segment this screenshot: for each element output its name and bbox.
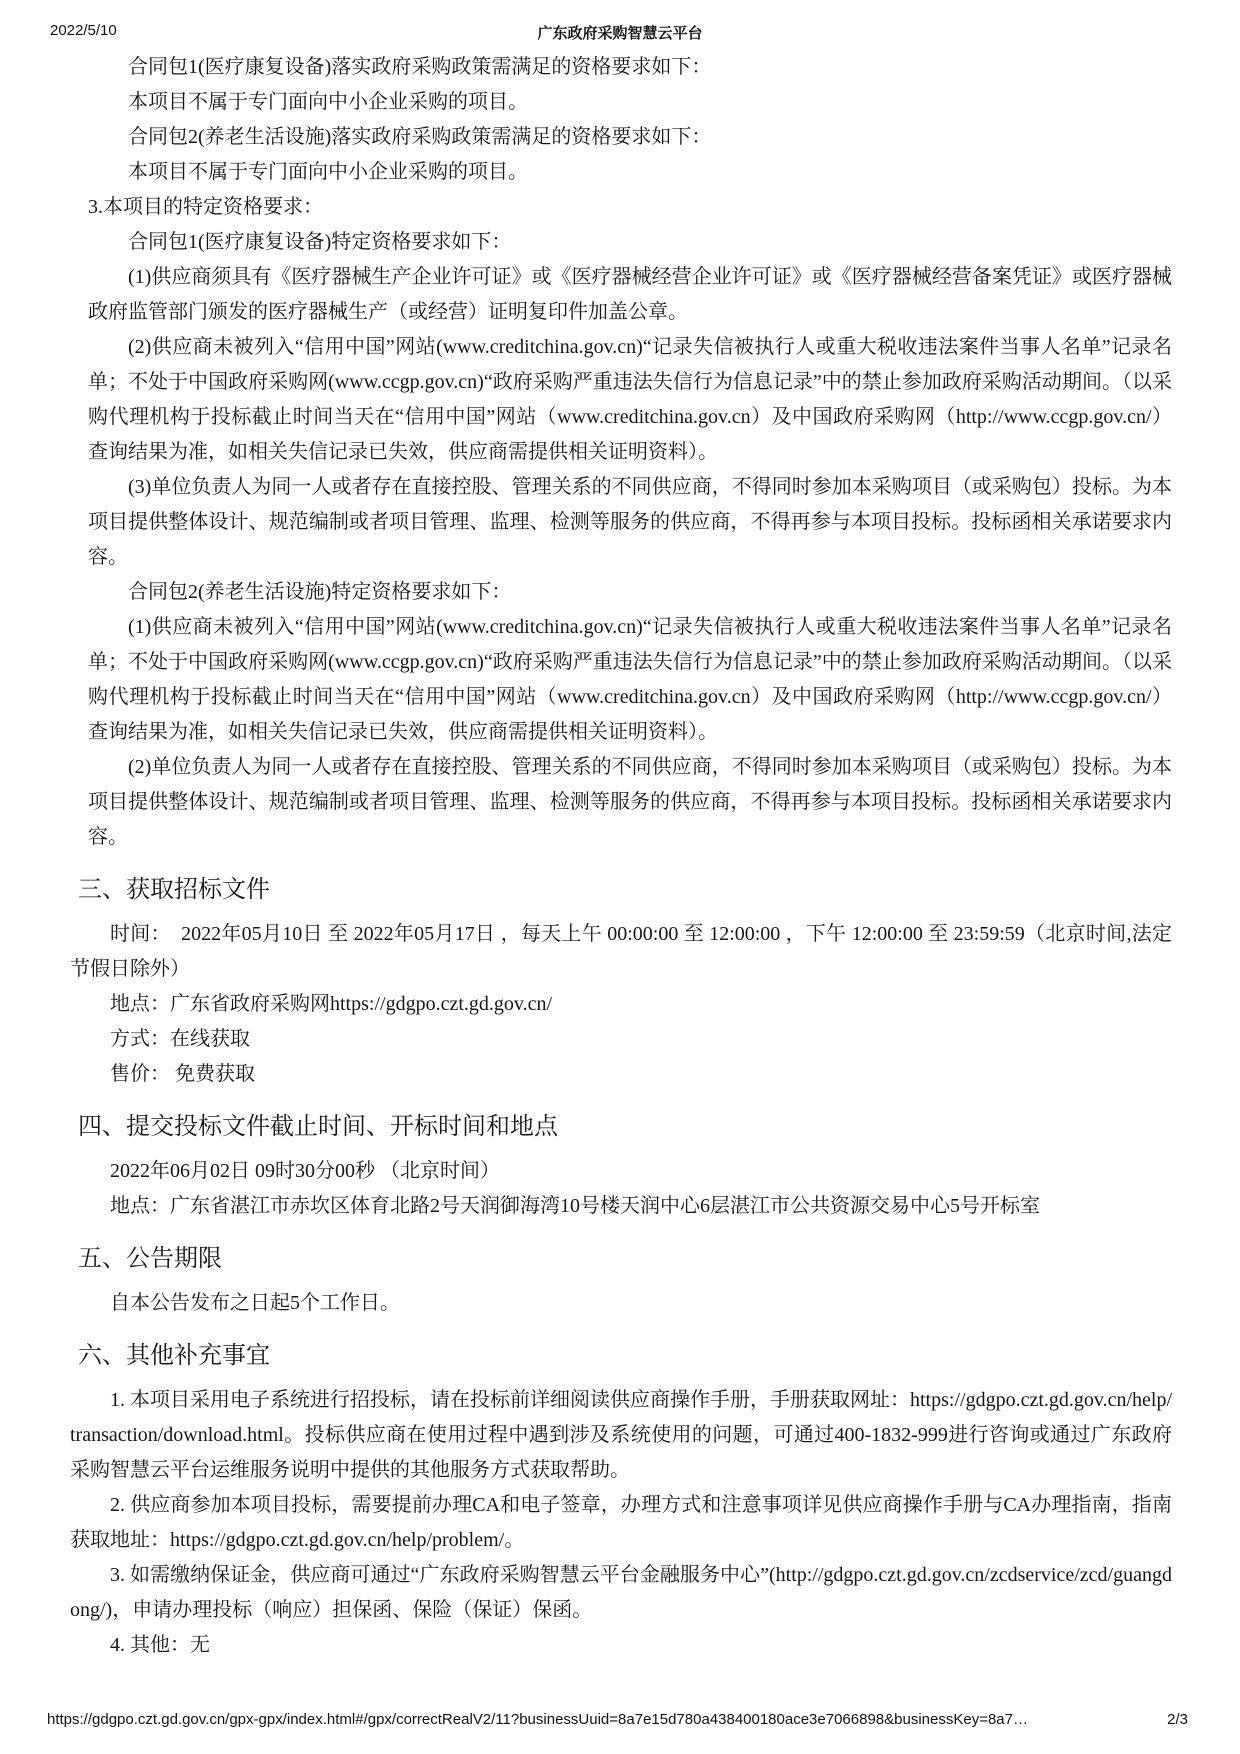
paragraph: 4. 其他：无 — [110, 1634, 210, 1656]
document-body — [70, 50, 1172, 1663]
paragraph: 售价： 免费获取 — [110, 1063, 255, 1085]
section-submission-deadline — [70, 1109, 1172, 1224]
paragraph: 地点：广东省湛江市赤坎区体育北路2号天润御海湾10号楼天润中心6层湛江市公共资源交易中心5号开标室 — [110, 1195, 1040, 1217]
paragraph: 2. 供应商参加本项目投标，需要提前办理CA和电子签章，办理方式和注意事项详见供应商操作手册与CA办理指南，指南获取地址：https://gdgpo.czt.gd.gov.cn/help/problem/。 — [70, 1494, 1172, 1551]
paragraph: 时间： 2022年05月10日 至 2022年05月17日 ，每天上午 00:00:00 至 12:00:00 ，下午 12:00:00 至 23:59:59（北京时间,法定节假日除外） — [70, 923, 1172, 980]
paragraph: 3.本项目的特定资格要求： — [88, 196, 323, 218]
paragraph: 合同包1(医疗康复设备)落实政府采购政策需满足的资格要求如下： — [128, 56, 712, 78]
paragraph: (1)供应商须具有《医疗器械生产企业许可证》或《医疗器械经营企业许可证》或《医疗器械经营备案凭证》或医疗器械政府监管部门颁发的医疗器械生产（或经营）证明复印件加盖公章。 — [88, 266, 1172, 323]
paragraph: 本项目不属于专门面向中小企业采购的项目。 — [128, 161, 528, 183]
paragraph: 方式：在线获取 — [110, 1028, 250, 1050]
paragraph: 合同包2(养老生活设施)落实政府采购政策需满足的资格要求如下： — [128, 126, 712, 148]
section-heading: 六、其他补充事宜 — [78, 1343, 270, 1369]
section-heading: 三、获取招标文件 — [78, 877, 270, 903]
paragraph: 合同包1(医疗康复设备)特定资格要求如下： — [128, 231, 512, 253]
paragraph: 3. 如需缴纳保证金，供应商可通过“广东政府采购智慧云平台金融服务中心”(http://gdgpo.czt.gd.gov.cn/zcdservice/zcd/guangdong/)，申请办理投标（响应）担保函、保险（保证）保函。 — [70, 1564, 1172, 1621]
page-footer — [47, 1711, 1188, 1728]
qualification-requirements-block — [70, 50, 1172, 855]
section-announcement-period — [70, 1241, 1172, 1321]
section-obtain-bid-documents — [70, 872, 1172, 1092]
section-heading: 四、提交投标文件截止时间、开标时间和地点 — [78, 1114, 558, 1140]
paragraph: (1)供应商未被列入“信用中国”网站(www.creditchina.gov.cn)“记录失信被执行人或重大税收违法案件当事人名单”记录名单；不处于中国政府采购网(www.ccgp.gov.cn)“政府采购严重违法失信行为信息记录”中的禁止参加政府采购活动期间。（以采购代理机构于投标截止时间当天在“信用中国”网站（www.creditchina.gov.cn）及中国政府采购网（http://www.ccgp.gov.cn/）查询结果为准，如相关失信记录已失效，供应商需提供相关证明资料）。 — [88, 616, 1172, 743]
paragraph: 自本公告发布之日起5个工作日。 — [110, 1292, 400, 1314]
section-other-supplementary-matters — [70, 1338, 1172, 1663]
paragraph: 本项目不属于专门面向中小企业采购的项目。 — [128, 91, 528, 113]
paragraph: 2022年06月02日 09时30分00秒 （北京时间） — [110, 1160, 500, 1182]
site-title: 广东政府采购智慧云平台 — [537, 25, 703, 42]
section-heading: 五、公告期限 — [78, 1246, 222, 1272]
page-indicator: 2/3 — [1167, 1711, 1188, 1728]
paragraph: 地点：广东省政府采购网https://gdgpo.czt.gd.gov.cn/ — [110, 993, 553, 1015]
header-date: 2022/5/10 — [50, 22, 117, 39]
page-header — [50, 22, 1190, 42]
paragraph: 1. 本项目采用电子系统进行招投标，请在投标前详细阅读供应商操作手册，手册获取网址：https://gdgpo.czt.gd.gov.cn/help/transaction/download.html。投标供应商在使用过程中遇到涉及系统使用的问题，可通过400-1832-999进行咨询或通过广东政府采购智慧云平台运维服务说明中提供的其他服务方式获取帮助。 — [70, 1389, 1173, 1481]
paragraph: (2)供应商未被列入“信用中国”网站(www.creditchina.gov.cn)“记录失信被执行人或重大税收违法案件当事人名单”记录名单；不处于中国政府采购网(www.ccgp.gov.cn)“政府采购严重违法失信行为信息记录”中的禁止参加政府采购活动期间。（以采购代理机构于投标截止时间当天在“信用中国”网站（www.creditchina.gov.cn）及中国政府采购网（http://www.ccgp.gov.cn/）查询结果为准，如相关失信记录已失效，供应商需提供相关证明资料）。 — [88, 336, 1172, 463]
paragraph: (3)单位负责人为同一人或者存在直接控股、管理关系的不同供应商，不得同时参加本采购项目（或采购包）投标。为本项目提供整体设计、规范编制或者项目管理、监理、检测等服务的供应商，不得再参与本项目投标。投标函相关承诺要求内容。 — [88, 476, 1172, 568]
paragraph: 合同包2(养老生活设施)特定资格要求如下： — [128, 581, 512, 603]
paragraph: (2)单位负责人为同一人或者存在直接控股、管理关系的不同供应商，不得同时参加本采购项目（或采购包）投标。为本项目提供整体设计、规范编制或者项目管理、监理、检测等服务的供应商，不得再参与本项目投标。投标函相关承诺要求内容。 — [88, 756, 1172, 848]
footer-url: https://gdgpo.czt.gd.gov.cn/gpx-gpx/index.html#/gpx/correctRealV2/11?businessUuid=8a7e15d780a438400180ace3e7066898&businessKey=8a7… — [47, 1711, 1028, 1728]
